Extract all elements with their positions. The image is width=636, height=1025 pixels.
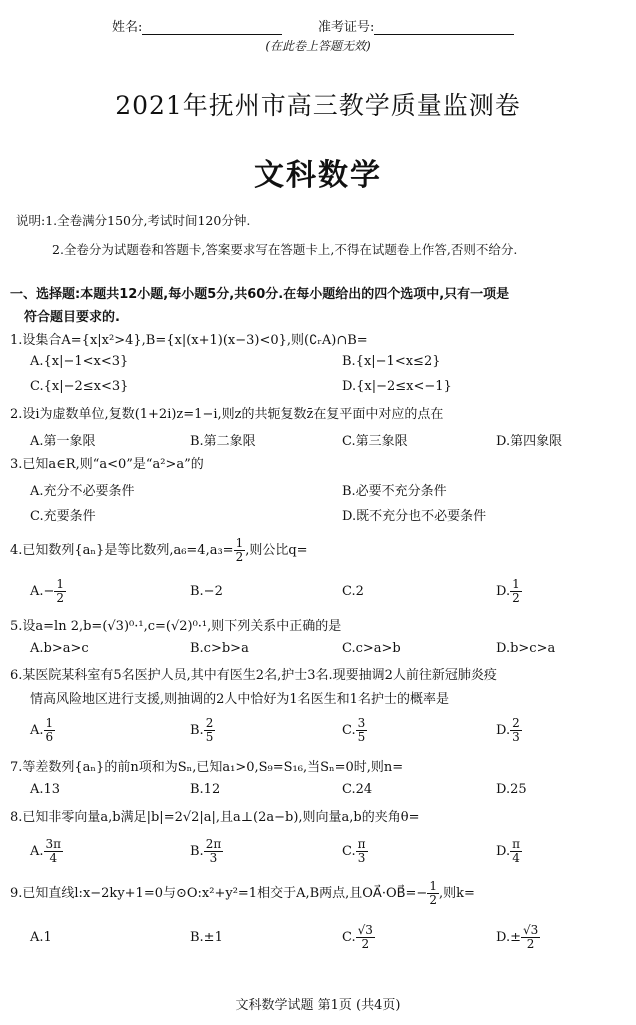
header-note: (在此卷上答题无效) [265,39,371,53]
options-row-5 [30,641,630,665]
question-4-pre: 4.已知数列{aₙ}是等比数列,a₆=4,a₃= [10,543,234,558]
option-8d[interactable]: D. $\frac{\pi}{4}$ [496,837,520,865]
name-blank[interactable] [142,21,282,35]
exam-header [0,8,636,54]
options-row-1b [30,379,630,403]
option-9d[interactable]: D.± $\frac{√3}{2}$ [496,923,539,951]
option-1a[interactable]: A.{x|−1<x<3} [30,354,129,369]
question-7: 7.等差数列{aₙ}的前n项和为Sₙ,已知a₁>0,S₉=S₁₆,当Sₙ=0时,则n= [10,760,404,775]
option-7c[interactable]: C.24 [342,782,373,797]
option-3c[interactable]: C.充要条件 [30,509,96,524]
option-1d[interactable]: D.{x|−2≤x<−1} [342,379,452,394]
option-2d[interactable]: D.第四象限 [496,434,563,449]
option-2b[interactable]: B.第二象限 [190,434,256,449]
option-5d[interactable]: D.b>c>a [496,641,556,656]
question-4-fraction: $\frac{1}{2}$ [235,536,244,564]
options-row-1a [30,354,630,378]
page-footer: 文科数学试题 第1页 (共4页) [235,998,401,1013]
name-field[interactable] [112,16,282,35]
option-3a[interactable]: A.充分不必要条件 [30,484,135,499]
option-6a[interactable]: A. $\frac{1}{6}$ [30,716,54,744]
option-3d[interactable]: D.既不充分也不必要条件 [342,509,487,524]
option-8b[interactable]: B. $\frac{2\pi}{3}$ [190,837,222,865]
option-5a[interactable]: A.b>a>c [30,641,89,656]
question-1: 1.设集合A={x|x²>4},B={x|(x+1)(x−3)<0},则(∁ᵣA)∩B= [10,333,368,348]
option-1c[interactable]: C.{x|−2≤x<3} [30,379,129,394]
option-5c[interactable]: C.c>a>b [342,641,401,656]
options-row-7 [30,782,630,806]
options-row-3a [30,480,630,504]
options-row-6 [30,717,630,749]
option-4c[interactable]: C.2 [342,584,364,599]
option-6c[interactable]: C. $\frac{3}{5}$ [342,716,366,744]
question-4-post: ,则公比q= [245,543,308,558]
option-5b[interactable]: B.c>b>a [190,641,249,656]
option-7d[interactable]: D.25 [496,782,527,797]
option-9c[interactable]: C. $\frac{√3}{2}$ [342,923,373,951]
id-blank[interactable] [374,21,514,35]
question-6-line-2: 情高风险地区进行支援,则抽调的2人中恰好为1名医生和1名护士的概率是 [30,692,449,707]
option-4a[interactable]: A.− $\frac{1}{2}$ [30,577,65,605]
instruction-1: 说明:1.全卷满分150分,考试时间120分钟. [16,213,251,228]
question-9-fraction: $\frac{1}{2}$ [429,879,437,907]
name-label: 姓名: [112,20,143,35]
id-label: 准考证号: [318,20,375,35]
option-8a[interactable]: A. $\frac{3\pi}{4}$ [30,837,62,865]
option-3b[interactable]: B.必要不充分条件 [342,484,447,499]
option-9a[interactable]: A.1 [30,930,52,945]
option-4b[interactable]: B.−2 [190,584,223,599]
option-9b[interactable]: B.±1 [190,930,223,945]
question-2: 2.设i为虚数单位,复数(1+2i)z=1−i,则z的共轭复数z̄在复平面中对应的点在 [10,407,444,422]
question-4 [10,537,630,564]
section-line-1: 一、选择题:本题共12小题,每小题5分,共60分.在每小题给出的四个选项中,只有一项是 [10,287,510,302]
question-9 [10,880,630,907]
option-6d[interactable]: D. $\frac{2}{3}$ [496,716,520,744]
option-7b[interactable]: B.12 [190,782,221,797]
options-row-9 [30,924,630,956]
option-7a[interactable]: A.13 [30,782,61,797]
options-row-3b [30,505,630,529]
question-8: 8.已知非零向量a,b满足|b|=2√2|a|,且a⊥(2a−b),则向量a,b的夹角θ= [10,810,420,825]
section-heading [10,283,630,329]
id-field[interactable] [318,16,514,35]
question-9-pre: 9.已知直线l:x−2ky+1=0与⊙O:x²+y²=1相交于A,B两点,且OA⃗·OB⃗=− [10,886,428,901]
option-2a[interactable]: A.第一象限 [30,434,96,449]
question-6: 6.某医院某科室有5名医护人员,其中有医生2名,护士3名.现要抽调2人前往新冠肺炎疫 [10,668,497,683]
section-line-2: 符合题目要求的. [24,310,120,325]
option-6b[interactable]: B. $\frac{2}{5}$ [190,716,214,744]
options-row-4 [30,578,630,608]
option-8c[interactable]: C. $\frac{\pi}{3}$ [342,837,366,865]
exam-subject: 文科数学 [254,158,382,193]
option-2c[interactable]: C.第三象限 [342,434,408,449]
option-1b[interactable]: B.{x|−1<x≤2} [342,354,441,369]
question-9-post: ,则k= [438,886,475,901]
options-row-8 [30,838,630,870]
options-row-2 [30,430,630,454]
exam-title: 2021年抚州市高三教学质量监测卷 [115,91,521,120]
question-3: 3.已知a∈R,则“a<0”是“a²>a”的 [10,457,204,472]
question-5: 5.设a=ln 2,b=(√3)⁰·¹,c=(√2)⁰·¹,则下列关系中正确的是 [10,619,342,634]
option-4d[interactable]: D. $\frac{1}{2}$ [496,577,520,605]
instruction-2: 2.全卷分为试题卷和答题卡,答案要求写在答题卡上,不得在试题卷上作答,否则不给分. [52,242,518,257]
